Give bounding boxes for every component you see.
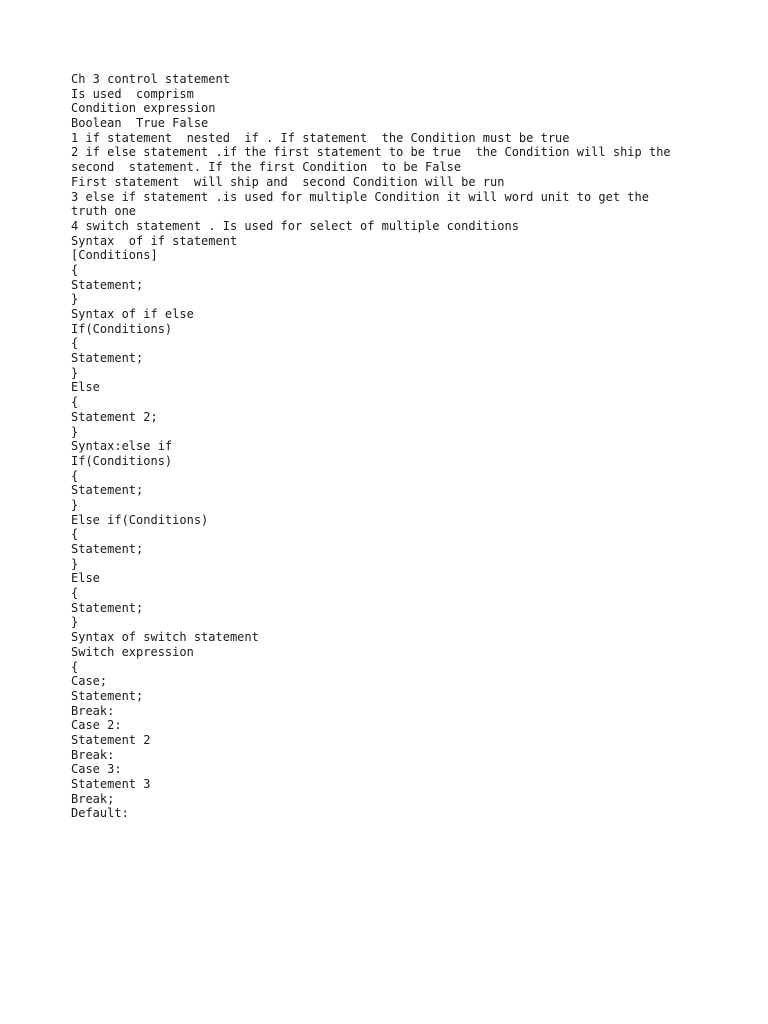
text-line: Default:: [71, 806, 129, 821]
document-body: [71, 72, 731, 821]
text-line: 3 else if statement .is used for multiple Condition it will word unit to get the: [71, 189, 649, 204]
text-line: First statement will ship and second Condition will be run: [71, 174, 505, 189]
text-line: Boolean True False: [71, 116, 209, 131]
text-line: }: [71, 497, 79, 512]
text-line: Switch expression: [71, 644, 194, 659]
text-line: {: [71, 659, 79, 674]
text-line: Statement;: [71, 277, 144, 292]
text-line: second statement. If the first Condition to be False: [71, 160, 462, 175]
text-line: }: [71, 424, 79, 439]
text-line: }: [71, 365, 79, 380]
text-line: }: [71, 556, 79, 571]
text-line: [Conditions]: [71, 248, 158, 263]
text-line: Statement;: [71, 542, 144, 556]
text-line: {: [71, 586, 79, 601]
text-line: Syntax of switch statement: [71, 630, 259, 645]
text-line: Case;: [71, 674, 108, 689]
text-line: Statement 3: [71, 777, 151, 791]
text-line: {: [71, 527, 79, 542]
text-line: Statement 2;: [71, 409, 158, 424]
text-line: {: [71, 336, 79, 351]
text-line: Break;: [71, 791, 115, 806]
text-line: }: [71, 292, 79, 307]
text-line: {: [71, 395, 79, 410]
text-line: Case 2:: [71, 718, 122, 733]
text-line: Statement;: [71, 600, 144, 615]
text-line: truth one: [71, 204, 137, 219]
text-line: Is used comprism: [71, 86, 194, 101]
text-line: {: [71, 262, 79, 277]
text-line: Syntax:else if: [71, 439, 173, 454]
text-line: Ch 3 control statement: [71, 72, 230, 86]
text-line: Statement;: [71, 351, 144, 366]
text-line: Statement;: [71, 483, 144, 498]
text-line: }: [71, 615, 79, 630]
text-line: Statement 2: [71, 732, 151, 747]
text-line: If(Conditions): [71, 453, 173, 468]
text-line: Case 3:: [71, 762, 122, 777]
text-line: Syntax of if else: [71, 307, 194, 321]
text-line: 1 if statement nested if . If statement the Condition must be true: [71, 130, 570, 145]
text-line: 4 switch statement . Is used for select of multiple conditions: [71, 218, 519, 233]
text-line: Else: [71, 571, 100, 586]
text-line: 2 if else statement .if the first statement to be true the Condition will ship the: [71, 145, 671, 160]
text-line: {: [71, 468, 79, 483]
text-line: Syntax of if statement: [71, 233, 238, 248]
text-line: Statement;: [71, 688, 144, 703]
text-line: Break:: [71, 747, 115, 762]
text-line: Else: [71, 380, 100, 395]
text-line: Condition expression: [71, 101, 216, 116]
text-line: Else if(Conditions): [71, 512, 209, 527]
text-line: Break:: [71, 703, 115, 718]
text-line: If(Conditions): [71, 321, 173, 336]
